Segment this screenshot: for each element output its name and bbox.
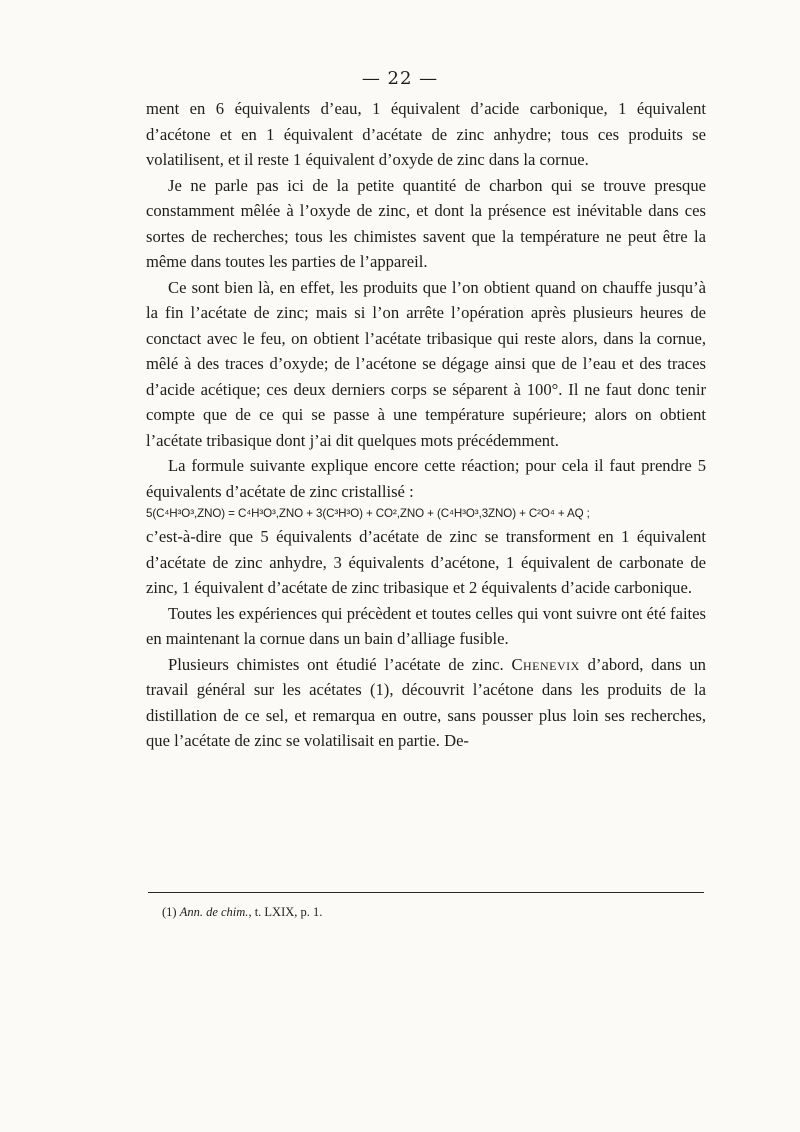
footnote-divider: [148, 892, 704, 893]
paragraph-3: Ce sont bien là, en effet, les produits que l’on obtient quand on chauffe jusqu’à la fin l’acétate de zinc; mais si l’on arrête l’opération après plusieurs heures de conctact avec le feu, on obtient l’acétate tribasique qui reste alors, dans la cornue, mêlé à des traces d’oxyde; de l’acétone se dégage ainsi que de l’eau et des traces d’acide acétique; ces deux derniers corps se séparent à 100°. Il ne faut donc tenir compte que de ce qui se passe à une température supérieure; alors on obtient l’acétate tribasique dont j’ai dit quelques mots précédemment.: [146, 277, 706, 450]
page-number: — 22 —: [361, 68, 439, 89]
paragraph-4: La formule suivante explique encore cette réaction; pour cela il faut prendre 5 équivalents d’acétate de zinc cristallisé :: [146, 456, 706, 501]
paragraph-2: Je ne parle pas ici de la petite quantité de charbon qui se trouve presque constamment mêlée à l’oxyde de zinc, et dont la présence est inévitable dans ces sortes de recherches; tous les chimistes savent que la température ne peut être la même dans toutes les parties de l’appareil.: [146, 175, 706, 271]
footnote-reference: , t. LXIX, p. 1.: [248, 905, 323, 919]
chemical-formula: 5(C⁴H³O³,ZNO) = C⁴H³O³,ZNO + 3(C³H³O) + CO²,ZNO + (C⁴H³O³,3ZNO) + C²O⁴ + AQ ;: [146, 507, 590, 520]
paragraph-6: Toutes les expériences qui précèdent et toutes celles qui vont suivre ont été faites en maintenant la cornue dans un bain d’alliage fusible.: [146, 603, 706, 648]
footnote: [162, 905, 322, 920]
paragraph-5: c’est-à-dire que 5 équivalents d’acétate de zinc se transforment en 1 équivalent d’acétate de zinc anhydre, 3 équivalents d’acétone, 1 équivalent de carbonate de zinc, 1 équivalent d’acétate de zinc tribasique et 2 équivalents d’acide carbonique.: [146, 527, 706, 597]
paragraph-7: [146, 652, 706, 754]
body-text: [146, 96, 706, 754]
author-name: Chenevix: [511, 654, 580, 674]
footnote-source: Ann. de chim.: [179, 905, 249, 919]
footnote-marker: (1): [162, 905, 177, 919]
paragraph-1: ment en 6 équivalents d’eau, 1 équivalent d’acide carbonique, 1 équivalent d’acétone et en 1 équivalent d’acétate de zinc anhydre; tous ces produits se volatilisent, et il reste 1 équivalent d’oxyde de zinc dans la cornue.: [146, 99, 706, 169]
paragraph-7-start: Plusieurs chimistes ont étudié l’acétate de zinc.: [168, 654, 512, 674]
paragraph-7-end: d’abord, dans un travail général sur les acétates (1), découvrit l’acétone dans les produits de la distillation de ce sel, et remarqua en outre, sans pousser plus loin ses recherches, que l’acétate de zinc se volatilisait en partie. De-: [146, 654, 706, 750]
